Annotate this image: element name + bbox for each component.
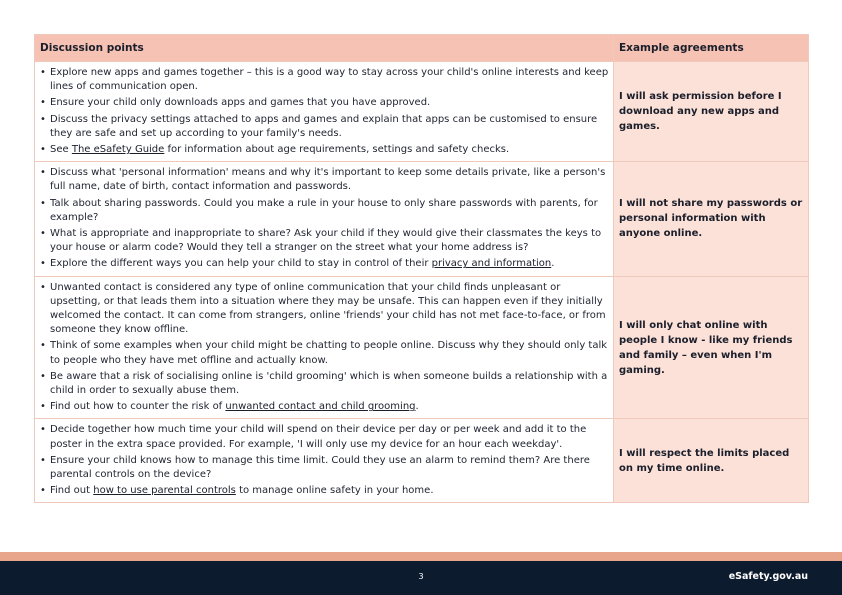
- discussion-points-cell: [35, 419, 614, 503]
- point-text: Explore new apps and games together – this is a good way to stay across your child's online interests and keep lines of communication open.: [50, 67, 609, 93]
- discussion-list: [40, 166, 609, 271]
- point-text: Unwanted contact is considered any type of online communication that your child finds unpleasant or upsetting, or that leads them into a situation where they may be unsafe. This can happen even if they initially welcomed the contact. It can come from strangers, online 'friends' your child has not met face-to-face, or from someone they know offline.: [50, 281, 606, 336]
- point-text: Think of some examples when your child might be chatting to people online. Discuss why they should only talk to people who they have met offline and actually know.: [50, 340, 608, 366]
- resource-link[interactable]: The eSafety Guide: [71, 144, 165, 156]
- discussion-table: [34, 34, 809, 503]
- point-text-before-link: Explore the different ways you can help your child to stay in control of their: [50, 258, 432, 270]
- discussion-point: [40, 370, 609, 398]
- discussion-points-cell: [35, 62, 614, 162]
- resource-link[interactable]: privacy and information: [431, 258, 552, 270]
- point-text: Decide together how much time your child will spend on their device per day or per week and add it to the poster in the extra space provided. For example, 'I will only use my device for an hour each weekday'.: [50, 424, 587, 450]
- discussion-list: [40, 281, 609, 415]
- point-text-before-link: Find out how to counter the risk of: [50, 401, 226, 413]
- discussion-point: [40, 423, 609, 451]
- discussion-point: [40, 113, 609, 141]
- discussion-point: [40, 197, 609, 225]
- point-text: Discuss what 'personal information' means and why it's important to keep some details private, like a person's full name, date of birth, contact information and passwords.: [50, 167, 606, 193]
- example-agreement-cell: I will only chat online with people I know - like my friends and family – even when I'm gaming.: [614, 276, 809, 419]
- discussion-point: [40, 281, 609, 338]
- discussion-point: [40, 454, 609, 482]
- site-name: eSafety.gov.au: [728, 571, 808, 582]
- point-text: Ensure your child knows how to manage this time limit. Could they use an alarm to remind them? Are there parental controls on the device?: [50, 454, 590, 481]
- resource-link[interactable]: how to use parental controls: [93, 485, 236, 497]
- point-text: Be aware that a risk of socialising online is 'child grooming' which is when someone builds a relationship with a child in order to sexually abuse them.: [50, 370, 608, 397]
- point-text-before-link: Find out: [50, 485, 94, 497]
- header-example-agreements: Example agreements: [614, 35, 809, 62]
- point-text-after-link: .: [415, 401, 419, 413]
- header-discussion-points: Discussion points: [35, 35, 614, 62]
- discussion-point: [40, 400, 609, 414]
- page-number: 3: [418, 572, 424, 581]
- table-row: [35, 162, 809, 276]
- discussion-points-cell: [35, 276, 614, 419]
- discussion-point: [40, 257, 609, 271]
- discussion-list: [40, 66, 609, 157]
- footer-accent-band: [0, 552, 842, 561]
- point-text: What is appropriate and inappropriate to share? Ask your child if they would give their classmates the keys to your house or alarm code? Would they tell a stranger on the street what your home address is?: [50, 228, 602, 254]
- discussion-point: [40, 484, 609, 498]
- example-agreement-cell: I will respect the limits placed on my time online.: [614, 419, 809, 503]
- discussion-points-cell: [35, 162, 614, 276]
- table-row: [35, 276, 809, 419]
- footer: [0, 561, 842, 595]
- example-agreement-cell: I will ask permission before I download any new apps and games.: [614, 62, 809, 162]
- discussion-point: [40, 166, 609, 194]
- example-agreement-cell: I will not share my passwords or personal information with anyone online.: [614, 162, 809, 276]
- table-row: [35, 419, 809, 503]
- point-text-after-link: for information about age requirements, settings and safety checks.: [164, 144, 510, 156]
- discussion-point: [40, 96, 609, 110]
- discussion-point: [40, 143, 609, 157]
- point-text: Discuss the privacy settings attached to apps and games and explain that apps can be customised to ensure they are safe and set up according to your family's needs.: [50, 113, 598, 139]
- table-row: [35, 62, 809, 162]
- point-text: Ensure your child only downloads apps and games that you have approved.: [50, 97, 431, 109]
- discussion-list: [40, 423, 609, 498]
- table-header-row: [35, 35, 809, 62]
- discussion-point: [40, 339, 609, 367]
- point-text-after-link: .: [551, 258, 555, 270]
- point-text: Talk about sharing passwords. Could you make a rule in your house to only share passwords with parents, for example?: [50, 197, 598, 223]
- point-text-after-link: to manage online safety in your home.: [235, 485, 434, 497]
- resource-link[interactable]: unwanted contact and child grooming: [225, 401, 416, 413]
- discussion-point: [40, 66, 609, 94]
- point-text-before-link: See: [50, 144, 72, 156]
- discussion-point: [40, 227, 609, 255]
